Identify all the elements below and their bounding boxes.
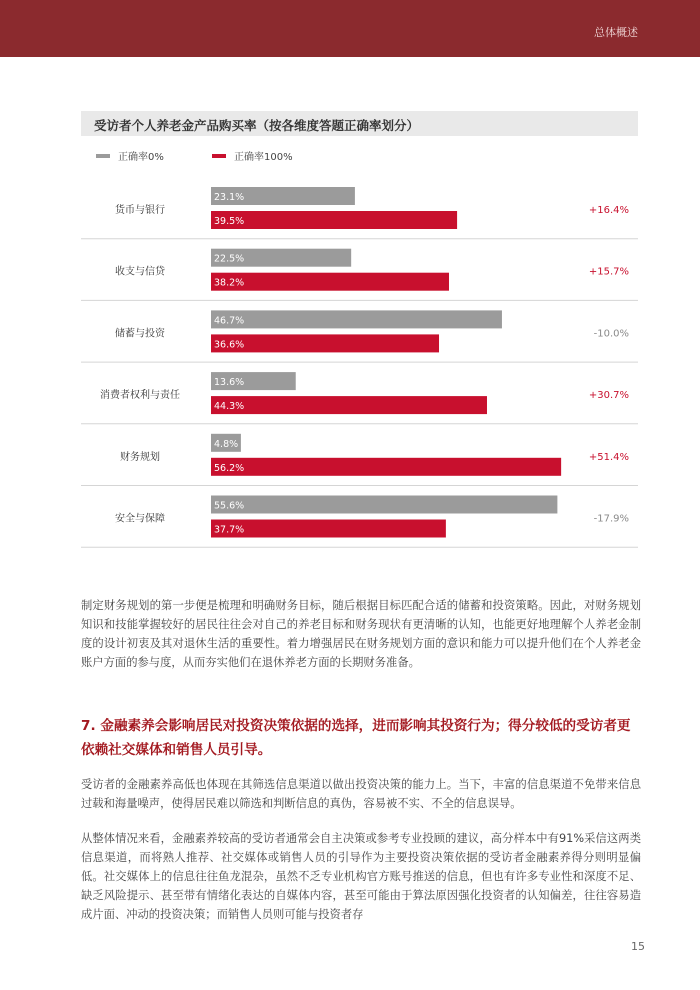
- bar-label-0-5: 55.6%: [214, 500, 245, 512]
- body-paragraph-3: 从整体情况来看，金融素养较高的受访者通常会自主决策或参考专业投顾的建议，高分样本中有91%采信这两类信息渠道，而将熟人推荐、社交媒体或销售人员的引导作为主要投资决策依据的受访者金融素养得分则明显偏低。社交媒体上的信息往往鱼龙混杂，虽然不乏专业机构官方账号推送的信息，但也有许多专业性和深度不足、缺乏风险提示、甚至带有情绪化表达的自媒体内容，甚至可能由于算法原因强化投资者的认知偏差，往往容易造成片面、冲动的投资决策；而销售人员则可能与投资者存: [81, 832, 641, 921]
- bar-label-0-3: 13.6%: [214, 377, 245, 389]
- bar-1-0: [211, 211, 457, 229]
- category-label-1: 收支与信贷: [115, 266, 165, 278]
- bar-0-5: [211, 496, 557, 514]
- bar-1-1: [211, 273, 449, 291]
- difference-label-2: -10.0%: [593, 328, 629, 340]
- body-paragraph-1: 制定财务规划的第一步便是梳理和明确财务目标，随后根据目标匹配合适的储蓄和投资策略。因此，对财务规划知识和技能掌握较好的居民往往会对自己的养老目标和财务现状有更清晰的认知，也能更好地理解个人养老金制度的设计初衷及其对退休生活的重要性。着力增强居民在财务规划方面的意识和能力可以提升他们在个人养老金账户方面的参与度，从而夯实他们在退休养老方面的长期财务准备。: [81, 599, 641, 669]
- legend-label-1: 正确率100%: [234, 152, 293, 163]
- difference-label-5: -17.9%: [593, 513, 629, 525]
- category-label-3: 消费者权利与责任: [100, 390, 180, 402]
- chart-title: 受访者个人养老金产品购买率（按各维度答题正确率划分）: [94, 118, 420, 133]
- bar-0-2: [211, 310, 502, 328]
- bar-1-4: [211, 458, 561, 476]
- section-label: 总体概述: [594, 26, 638, 39]
- difference-label-3: +30.7%: [588, 390, 629, 402]
- section-heading: 7. 金融素养会影响居民对投资决策依据的选择，进而影响其投资行为；得分较低的受访者更依赖社交媒体和销售人员引导。: [81, 718, 631, 758]
- difference-label-4: +51.4%: [588, 451, 629, 463]
- category-label-5: 安全与保障: [115, 513, 165, 525]
- bar-label-0-4: 4.8%: [214, 438, 239, 450]
- difference-label-0: +16.4%: [588, 205, 629, 216]
- bar-label-1-2: 36.6%: [214, 339, 245, 351]
- bar-label-0-0: 23.1%: [214, 192, 245, 203]
- bar-label-1-0: 39.5%: [214, 216, 245, 227]
- legend-label-0: 正确率0%: [118, 152, 164, 163]
- bar-1-3: [211, 396, 487, 414]
- difference-label-1: +15.7%: [588, 266, 629, 278]
- category-label-2: 储蓄与投资: [115, 328, 165, 340]
- page-number: 15: [631, 940, 645, 953]
- category-label-0: 货币与银行: [115, 205, 165, 216]
- bar-1-5: [211, 520, 446, 538]
- bar-label-0-1: 22.5%: [214, 253, 245, 265]
- bar-label-1-1: 38.2%: [214, 277, 245, 289]
- bar-label-1-4: 56.2%: [214, 462, 245, 474]
- bar-label-0-2: 46.7%: [214, 315, 245, 327]
- bar-1-2: [211, 334, 439, 352]
- bar-label-1-3: 44.3%: [214, 401, 245, 413]
- bar-label-1-5: 37.7%: [214, 524, 245, 536]
- category-label-4: 财务规划: [120, 451, 160, 463]
- body-paragraph-2: 受访者的金融素养高低也体现在其筛选信息渠道以做出投资决策的能力上。当下，丰富的信息渠道不免带来信息过载和海量噪声，使得居民难以筛选和判断信息的真伪，容易被不实、不全的信息误导。: [81, 778, 641, 810]
